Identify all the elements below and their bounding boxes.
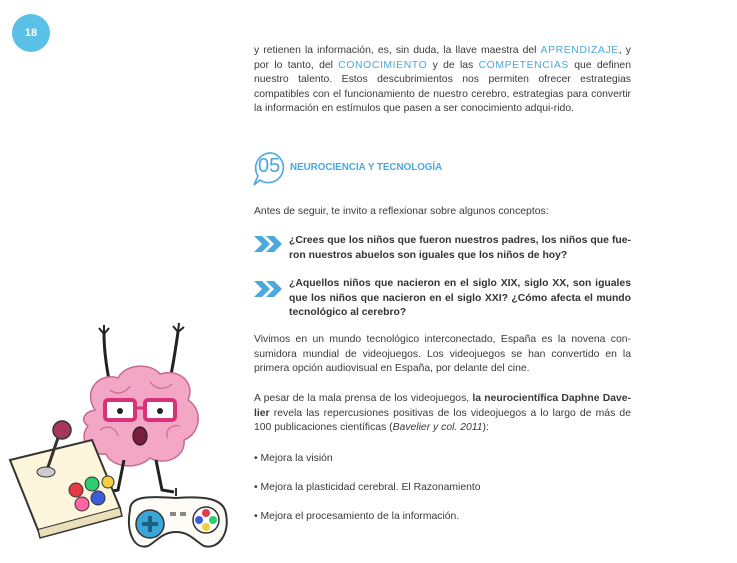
section-heading: [250, 149, 640, 189]
invite-paragraph: Antes de seguir, te invito a reflexionar sobre algunos conceptos:: [254, 206, 549, 217]
citation: Bavelier y col. 2011: [392, 422, 483, 434]
press-paragraph: A pesar de la mala prensa de los videojuegos, la neurocientífica Daphne Dave-lier revela las repercusiones positivas de los videojuegos a lo largo de más de 100 publicaciones científicas (Bavelier y col. 2011):: [254, 393, 632, 434]
keyword-competencias: COMPETENCIAS: [478, 59, 569, 71]
brain-gamer-illustration: [0, 320, 250, 563]
double-chevron-icon: [254, 280, 284, 298]
question-1: ¿Crees que los niños que fueron nuestros padres, los niños que fue-ron nuestros abuelos son iguales que los niños de hoy?: [289, 235, 631, 261]
page-number-badge: 18: [12, 14, 50, 52]
section-number: 05: [258, 155, 281, 177]
benefit-item: • Mejora la plasticidad cerebral. El Razonamiento: [254, 482, 481, 493]
intro-paragraph: y retienen la información, es, sin duda, la llave maestra del APRENDIZAJE, y por lo tanto, del CONOCIMIENTO y de las COMPETENCIAS que definen nuestro talento. Estos descubrimientos nos permiten ofrecer estrategias compatibles con el funcionamiento de nuestro cerebro, estrategias para convertir la información en estímulos que pasen a ser conocimiento adqui-rido.: [254, 45, 631, 115]
benefit-item: • Mejora el procesamiento de la información.: [254, 511, 460, 522]
keyword-aprendizaje: APRENDIZAJE: [540, 45, 619, 56]
benefit-item: • Mejora la visión: [254, 453, 333, 464]
section-title: NEUROCIENCIA Y TECNOLOGÍA: [290, 162, 443, 173]
double-chevron-icon: [254, 235, 284, 253]
gamepad: [129, 488, 227, 547]
scientist-name: la neurocientífica Daphne Dave-lier: [254, 393, 632, 419]
question-2: ¿Aquellos niños que nacieron en el siglo XIX, siglo XX, son iguales que los niños que nacieron en el siglo XXI? ¿Cómo afecta el mundo tecnológico al cerebro?: [289, 278, 631, 319]
section-number-icon: [250, 149, 294, 189]
world-paragraph: Vivimos en un mundo tecnológico interconectado, España es la novena con-sumidora mundial de videojuegos. Los videojuegos se han convertido en la primera opción audiovisual en España, por delante del cine.: [254, 334, 631, 375]
keyword-conocimiento: CONOCIMIENTO: [338, 59, 428, 71]
